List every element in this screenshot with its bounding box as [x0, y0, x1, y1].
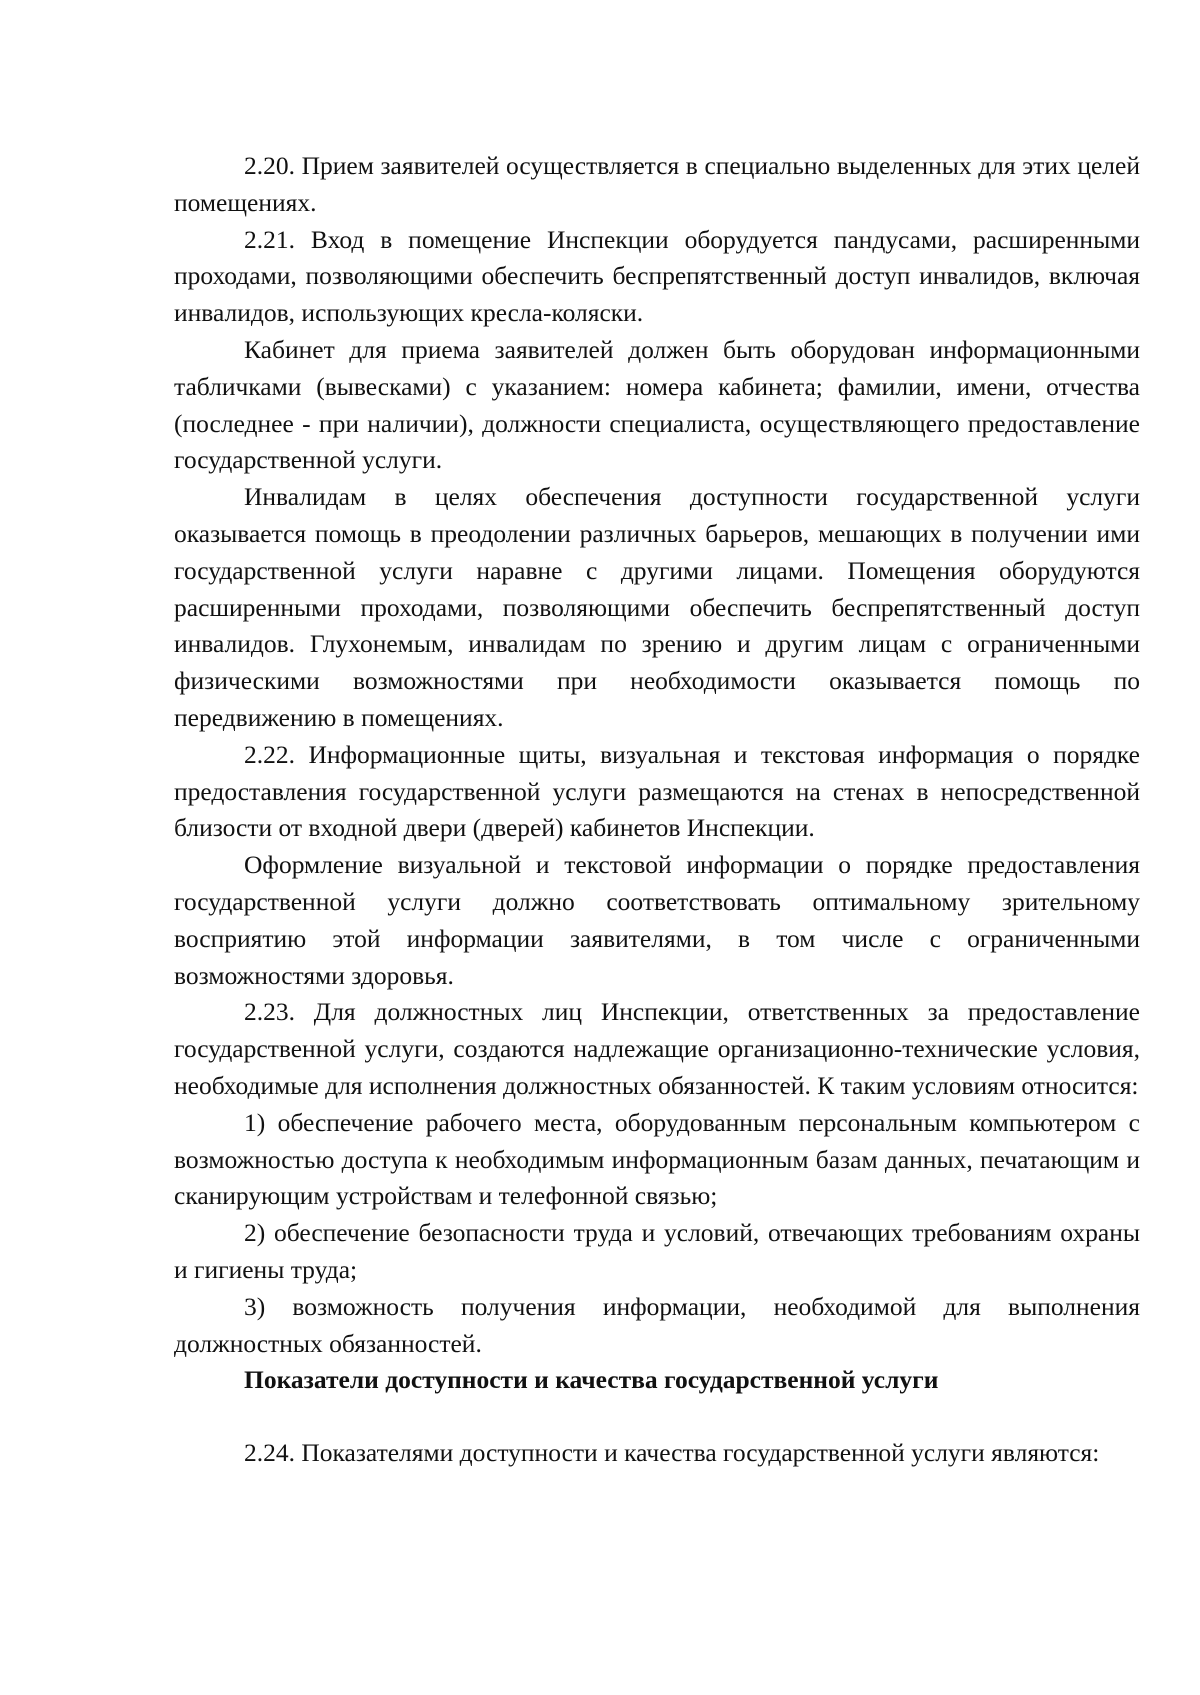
document-page [174, 148, 1140, 1472]
paragraph-disabled-assistance: Инвалидам в целях обеспечения доступности государственной услуги оказывается помощь в преодолении различных барьеров, мешающих в получении ими государственной услуги наравне с другими лицами. Помещения оборудуются расширенными проходами, позволяющими обеспечить беспрепятственный доступ инвалидов. Глухонемым, инвалидам по зрению и другим лицам с ограниченными физическими возможностями при необходимости оказывается помощь по передвижению в помещениях. [174, 482, 1140, 732]
paragraph-2-24: 2.24. Показателями доступности и качества государственной услуги являются: [244, 1438, 1100, 1468]
paragraph-info-design: Оформление визуальной и текстовой информации о порядке предоставления государственной услуги должно соответствовать оптимальному зрительному восприятию этой информации заявителями, в том числе с ограниченными возможностями здоровья. [174, 850, 1140, 990]
paragraph-2-22: 2.22. Информационные щиты, визуальная и текстовая информация о порядке предоставления государственной услуги размещаются на стенах в непосредственной близости от входной двери (дверей) кабинетов Инспекции. [174, 739, 1140, 843]
section-heading: Показатели доступности и качества государственной услуги [244, 1365, 939, 1395]
list-item-1: 1) обеспечение рабочего места, оборудованным персональным компьютером с возможностью доступа к необходимым информационным базам данных, печатающим и сканирующим устройствам и телефонной связью; [174, 1107, 1140, 1211]
list-item-3: 3) возможность получения информации, необходимой для выполнения должностных обязанностей. [174, 1291, 1140, 1358]
paragraph-2-21: 2.21. Вход в помещение Инспекции оборудуется пандусами, расширенными проходами, позволяющими обеспечить беспрепятственный доступ инвалидов, включая инвалидов, использующих кресла-коляски. [174, 224, 1140, 328]
paragraph-cabinet-signage: Кабинет для приема заявителей должен быть оборудован информационными табличками (вывесками) с указанием: номера кабинета; фамилии, имени, отчества (последнее - при наличии), должности специалиста, осуществляющего предоставление государственной услуги. [174, 334, 1140, 475]
paragraph-2-20: 2.20. Прием заявителей осуществляется в специально выделенных для этих целей помещениях. [174, 151, 1140, 217]
list-item-2: 2) обеспечение безопасности труда и условий, отвечающих требованиям охраны и гигиены труда; [174, 1218, 1140, 1284]
paragraph-2-23: 2.23. Для должностных лиц Инспекции, ответственных за предоставление государственной услуги, создаются надлежащие организационно-технические условия, необходимые для исполнения должностных обязанностей. К таким условиям относится: [174, 997, 1140, 1100]
